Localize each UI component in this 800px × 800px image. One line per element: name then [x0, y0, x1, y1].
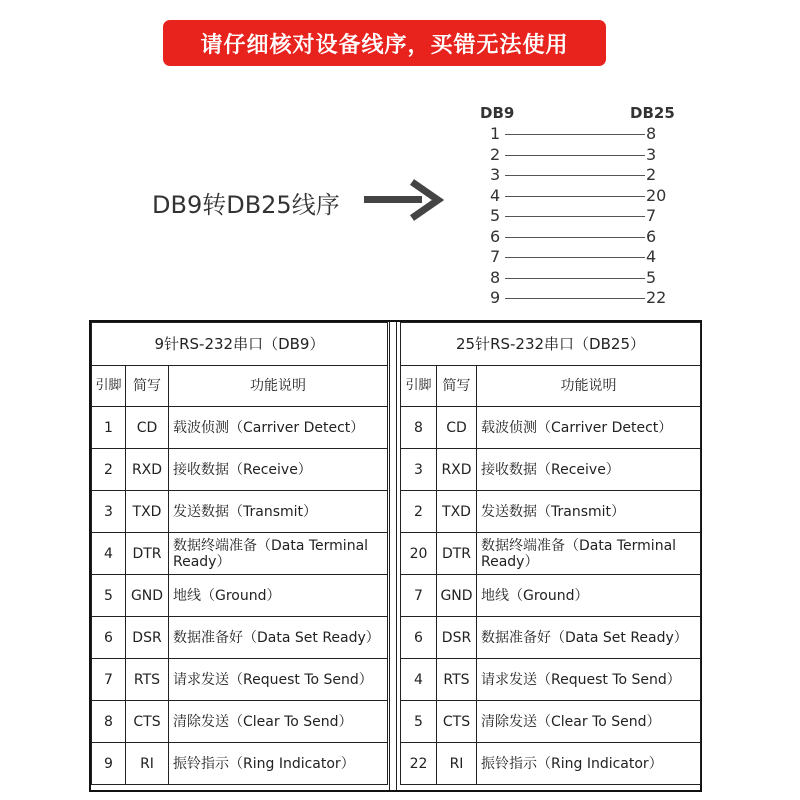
- abbr-cell: DTR: [437, 533, 477, 575]
- col-pin: 引脚: [92, 366, 126, 407]
- db9-pin: 8: [490, 267, 501, 287]
- abbr-cell: GND: [437, 575, 477, 617]
- db25-pin: 7: [646, 206, 657, 225]
- db25-pin: 5: [646, 267, 657, 287]
- wire-pair: [478, 206, 678, 226]
- pin-cell: 1: [92, 407, 126, 449]
- db25-table-title: 25针RS-232串口（DB25）: [401, 323, 701, 366]
- func-cell: 数据终端准备（Data Terminal Ready）: [169, 533, 388, 575]
- pin-cell: 4: [92, 533, 126, 575]
- db25-table: [400, 322, 701, 785]
- db9-table-title: 9针RS-232串口（DB9）: [92, 323, 388, 366]
- wire-pair: [478, 288, 678, 308]
- pin-cell: 7: [92, 659, 126, 701]
- func-cell: 振铃指示（Ring Indicator）: [169, 743, 388, 785]
- warning-banner: [163, 20, 606, 66]
- wire-pair: [478, 165, 678, 185]
- wire-pair: [478, 247, 678, 267]
- db9-pin: 5: [490, 206, 501, 225]
- table-row: [401, 659, 701, 701]
- func-cell: 接收数据（Receive）: [169, 449, 388, 491]
- func-cell: 清除发送（Clear To Send）: [169, 701, 388, 743]
- pin-cell: 20: [401, 533, 437, 575]
- table-row: [401, 617, 701, 659]
- abbr-cell: DSR: [437, 617, 477, 659]
- table-row: [401, 449, 701, 491]
- db9-pin: 2: [490, 144, 501, 164]
- db9-header: DB9: [480, 104, 515, 122]
- abbr-cell: RI: [437, 743, 477, 785]
- func-cell: 数据终端准备（Data Terminal Ready）: [477, 533, 701, 575]
- func-cell: 请求发送（Request To Send）: [169, 659, 388, 701]
- table-row: [401, 575, 701, 617]
- func-cell: 载波侦测（Carriver Detect）: [477, 407, 701, 449]
- db25-pin: 6: [646, 226, 657, 246]
- abbr-cell: DTR: [126, 533, 169, 575]
- abbr-cell: TXD: [126, 491, 169, 533]
- pin-cell: 6: [92, 617, 126, 659]
- table-row: [92, 449, 388, 491]
- table-row: [401, 533, 701, 575]
- table-row: [401, 743, 701, 785]
- wire-line: [505, 134, 645, 135]
- db25-header: DB25: [630, 104, 675, 122]
- db25-pin: 4: [646, 247, 657, 266]
- wire-pair: [478, 186, 678, 206]
- wire-line: [505, 237, 645, 238]
- table-row: [92, 701, 388, 743]
- wiring-diagram: [478, 100, 678, 310]
- pin-cell: 7: [401, 575, 437, 617]
- abbr-cell: CD: [126, 407, 169, 449]
- pinout-table: [89, 320, 702, 792]
- abbr-cell: RXD: [126, 449, 169, 491]
- table-row: [92, 533, 388, 575]
- abbr-cell: RTS: [126, 659, 169, 701]
- col-abbr: 简写: [126, 366, 169, 407]
- abbr-cell: TXD: [437, 491, 477, 533]
- abbr-cell: RXD: [437, 449, 477, 491]
- wire-line: [505, 278, 645, 279]
- wire-line: [505, 257, 645, 258]
- db25-pin: 8: [646, 124, 657, 143]
- table-row: [401, 407, 701, 449]
- pin-cell: 3: [401, 449, 437, 491]
- pin-cell: 5: [92, 575, 126, 617]
- func-cell: 数据准备好（Data Set Ready）: [477, 617, 701, 659]
- col-func: 功能说明: [477, 366, 701, 407]
- warning-banner-text: 请仔细核对设备线序，买错无法使用: [200, 32, 569, 58]
- db9-table: [91, 322, 388, 785]
- abbr-cell: CD: [437, 407, 477, 449]
- abbr-cell: CTS: [437, 701, 477, 743]
- pin-cell: 9: [92, 743, 126, 785]
- db9-pin: 7: [490, 247, 501, 266]
- db9-pin: 3: [490, 165, 501, 184]
- db9-pin: 1: [490, 124, 501, 143]
- db25-pin: 2: [646, 165, 657, 184]
- abbr-cell: RI: [126, 743, 169, 785]
- diagram-title: DB9转DB25线序: [152, 191, 340, 219]
- wire-pair: [478, 145, 678, 165]
- db25-pin: 20: [646, 185, 667, 205]
- func-cell: 载波侦测（Carriver Detect）: [169, 407, 388, 449]
- table-row: [92, 617, 388, 659]
- wire-line: [505, 175, 645, 176]
- table-separator: [389, 322, 397, 790]
- table-row: [92, 659, 388, 701]
- wire-pair: [478, 227, 678, 247]
- pin-cell: 2: [401, 491, 437, 533]
- func-cell: 发送数据（Transmit）: [477, 491, 701, 533]
- abbr-cell: RTS: [437, 659, 477, 701]
- wire-line: [505, 216, 645, 217]
- pin-cell: 6: [401, 617, 437, 659]
- db9-pin: 6: [490, 226, 501, 246]
- table-row: [92, 743, 388, 785]
- db25-pin: 22: [646, 288, 667, 307]
- pin-cell: 8: [92, 701, 126, 743]
- table-row: [92, 575, 388, 617]
- func-cell: 请求发送（Request To Send）: [477, 659, 701, 701]
- pin-cell: 4: [401, 659, 437, 701]
- wire-line: [505, 155, 645, 156]
- func-cell: 清除发送（Clear To Send）: [477, 701, 701, 743]
- db9-pin: 9: [490, 288, 501, 307]
- func-cell: 地线（Ground）: [169, 575, 388, 617]
- func-cell: 发送数据（Transmit）: [169, 491, 388, 533]
- table-row: [401, 701, 701, 743]
- wire-pair: [478, 268, 678, 288]
- abbr-cell: DSR: [126, 617, 169, 659]
- wire-line: [505, 298, 645, 299]
- abbr-cell: GND: [126, 575, 169, 617]
- col-pin: 引脚: [401, 366, 437, 407]
- wire-pair: [478, 124, 678, 144]
- table-row: [92, 491, 388, 533]
- func-cell: 接收数据（Receive）: [477, 449, 701, 491]
- func-cell: 地线（Ground）: [477, 575, 701, 617]
- pin-cell: 5: [401, 701, 437, 743]
- pin-cell: 3: [92, 491, 126, 533]
- abbr-cell: CTS: [126, 701, 169, 743]
- table-row: [92, 407, 388, 449]
- right-arrow-icon: [362, 178, 444, 222]
- func-cell: 振铃指示（Ring Indicator）: [477, 743, 701, 785]
- col-abbr: 简写: [437, 366, 477, 407]
- pin-cell: 8: [401, 407, 437, 449]
- func-cell: 数据准备好（Data Set Ready）: [169, 617, 388, 659]
- col-func: 功能说明: [169, 366, 388, 407]
- db9-pin: 4: [490, 185, 501, 205]
- db25-pin: 3: [646, 144, 657, 164]
- pin-cell: 2: [92, 449, 126, 491]
- table-row: [401, 491, 701, 533]
- pin-cell: 22: [401, 743, 437, 785]
- wire-line: [505, 196, 645, 197]
